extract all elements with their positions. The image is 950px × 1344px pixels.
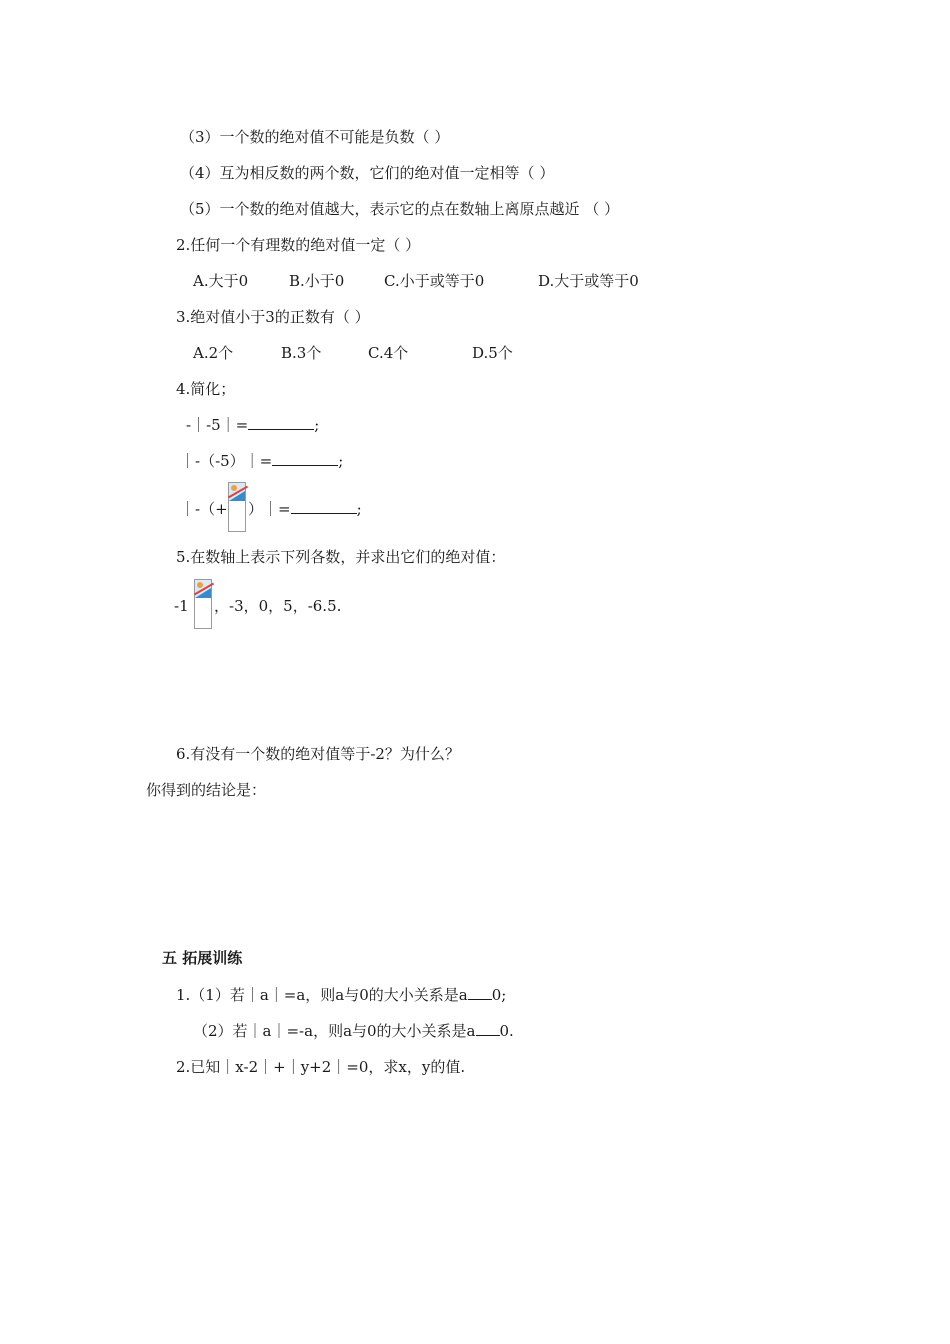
q5-numbers-rest: ，-3，0，5，-6.5.	[214, 597, 342, 615]
extension-1b-end: 0.	[499, 1022, 514, 1040]
answer-blank[interactable]	[248, 415, 314, 430]
judge-item-5: （5）一个数的绝对值越大，表示它的点在数轴上离原点越近 （ ）	[180, 200, 620, 218]
broken-image-icon	[228, 482, 246, 532]
simplify-line-3	[248, 499, 362, 519]
q2-option-d: D.大于或等于0	[538, 272, 639, 290]
answer-blank[interactable]	[476, 1021, 500, 1036]
answer-blank[interactable]	[468, 985, 492, 1000]
question-2-stem: 2.任何一个有理数的绝对值一定（ ）	[176, 236, 421, 254]
conclusion-prompt: 你得到的结论是：	[146, 781, 267, 799]
question-5-stem: 5.在数轴上表示下列各数，并求出它们的绝对值：	[176, 548, 506, 566]
question-6-stem: 6.有没有一个数的绝对值等于-2？为什么？	[176, 745, 460, 763]
section-heading: 五 拓展训练	[162, 949, 243, 967]
simplify-line-2	[180, 451, 343, 471]
simplify-line-1-end: ;	[314, 416, 320, 434]
extension-1a-end: 0;	[491, 986, 507, 1004]
simplify-line-1	[186, 415, 319, 435]
simplify-line-3-expr: ｜-（+	[180, 500, 228, 518]
q3-option-b: B.3个	[281, 344, 322, 362]
extension-1b	[193, 1021, 514, 1041]
judge-item-3: （3）一个数的绝对值不可能是负数（ ）	[180, 128, 450, 146]
simplify-line-1-expr: -｜-5｜=	[186, 416, 249, 434]
q5-numbers-start: -1	[174, 597, 189, 615]
judge-item-4: （4）互为相反数的两个数，它们的绝对值一定相等（ ）	[180, 164, 555, 182]
q3-option-a: A.2个	[193, 344, 234, 362]
extension-1a-text: 1.（1）若｜a｜=a，则a与0的大小关系是a	[176, 986, 468, 1004]
broken-image-icon	[194, 579, 212, 629]
question-3-stem: 3.绝对值小于3的正数有（ ）	[176, 308, 370, 326]
question-4-stem: 4.简化；	[176, 380, 236, 398]
extension-1a	[176, 985, 506, 1005]
answer-blank[interactable]	[272, 451, 338, 466]
simplify-line-3-end: ;	[356, 500, 362, 518]
extension-2: 2.已知｜x-2｜+｜y+2｜=0，求x，y的值.	[176, 1058, 466, 1076]
simplify-line-2-expr: ｜-（-5）｜=	[180, 452, 273, 470]
answer-blank[interactable]	[291, 499, 357, 514]
q2-option-b: B.小于0	[289, 272, 345, 290]
q2-option-c: C.小于或等于0	[384, 272, 485, 290]
q2-option-a: A.大于0	[193, 272, 249, 290]
extension-1b-text: （2）若｜a｜=-a，则a与0的大小关系是a	[193, 1022, 476, 1040]
simplify-line-3-mid: ）｜=	[248, 500, 291, 518]
q3-option-c: C.4个	[368, 344, 409, 362]
simplify-line-2-end: ;	[338, 452, 344, 470]
q3-option-d: D.5个	[472, 344, 513, 362]
